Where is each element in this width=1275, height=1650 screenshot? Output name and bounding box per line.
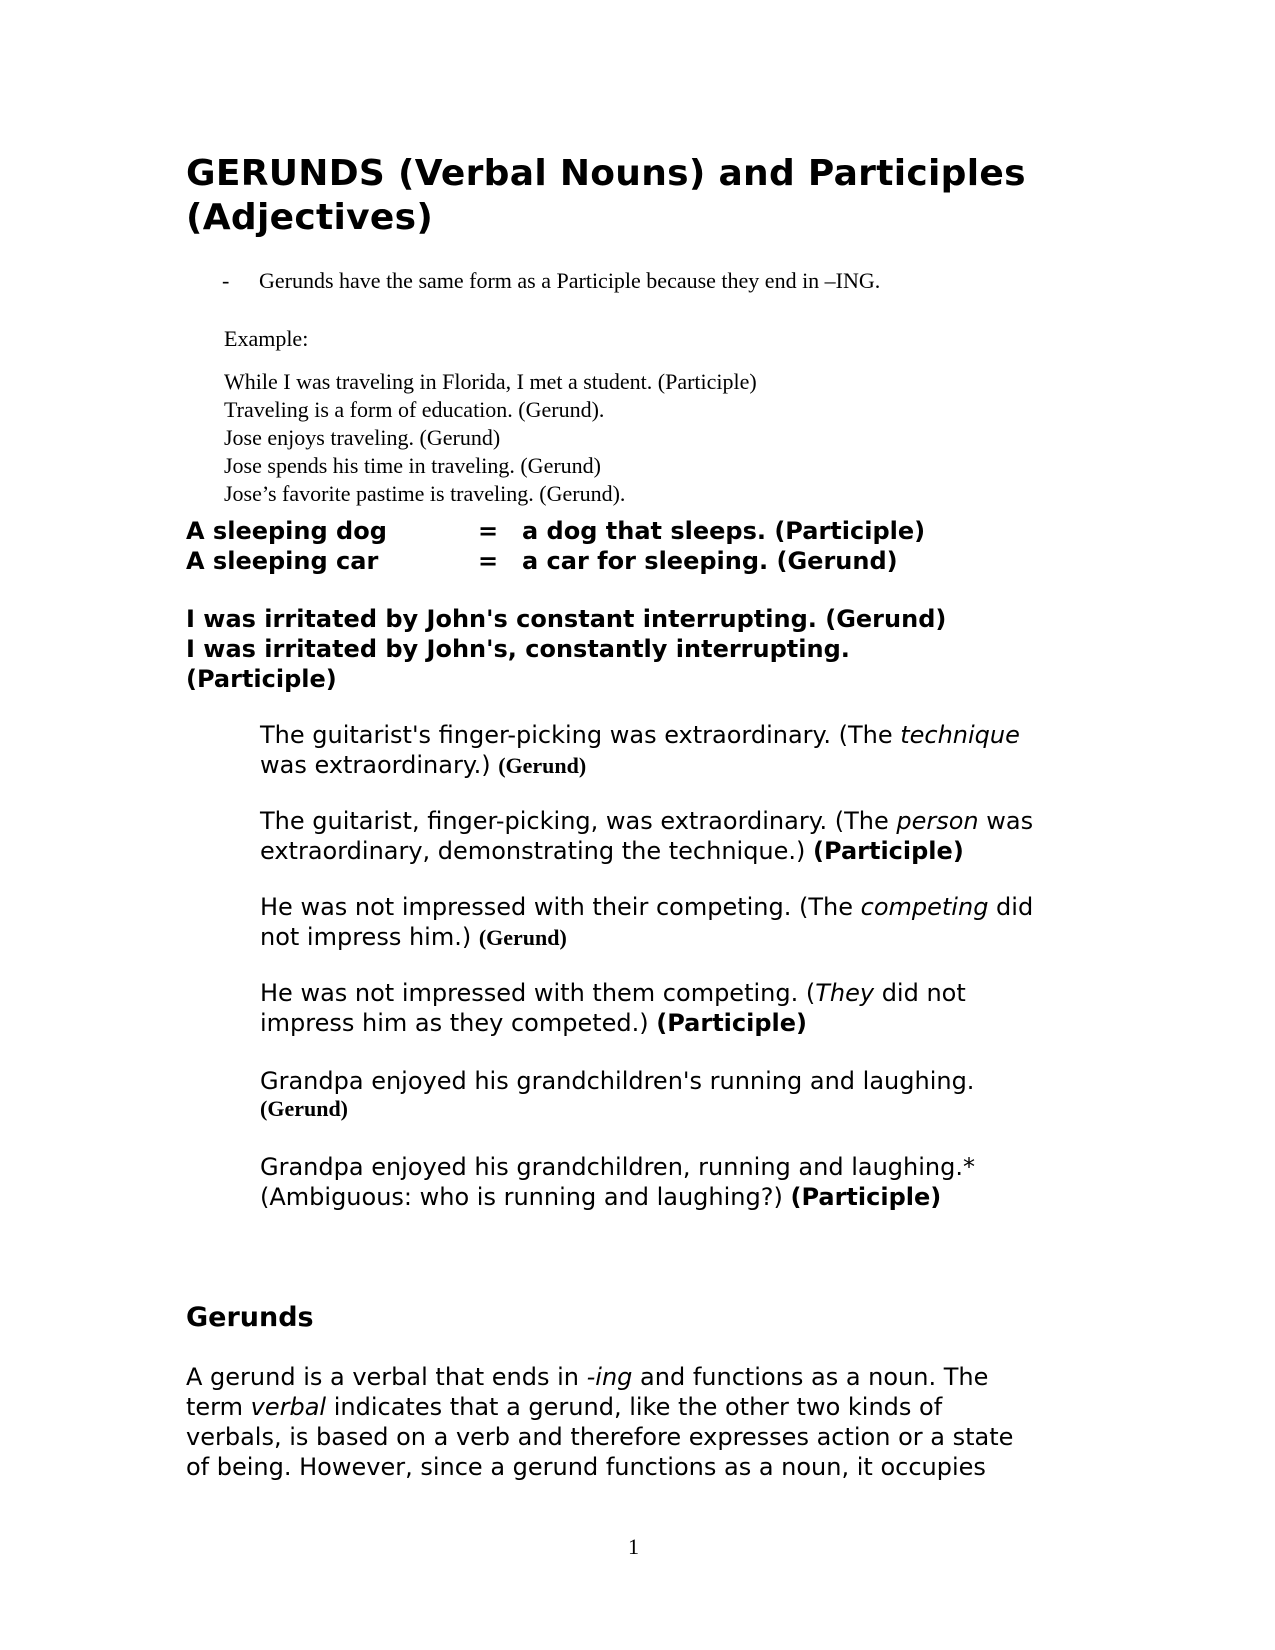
text-run: The guitarist's finger-picking was extraordinary. (The — [260, 721, 901, 749]
irritated-sentence: I was irritated by John's, constantly interrupting. — [186, 635, 850, 663]
classification-tag: (Gerund) — [498, 753, 587, 778]
bullet-dash: - — [222, 268, 230, 293]
text-run: not impress him.) — [260, 923, 479, 951]
pair-equals: = — [478, 547, 499, 575]
pair-meaning: a car for sleeping. (Gerund) — [522, 547, 898, 575]
text-run: He was not impressed with them competing. ( — [260, 979, 816, 1007]
page-title-line-2: (Adjectives) — [186, 197, 434, 238]
bullet-text: Gerunds have the same form as a Participle because they end in –ING. — [259, 268, 881, 293]
body-line — [186, 1392, 942, 1422]
text-run: A gerund is a verbal that ends in — [186, 1363, 587, 1391]
classification-tag: (Participle) — [790, 1183, 942, 1211]
example-paragraph-line — [260, 836, 964, 866]
example-paragraph-line — [260, 750, 586, 781]
text-run: He was not impressed with their competing. (The — [260, 893, 861, 921]
text-run: did not — [874, 979, 966, 1007]
text-run: did — [988, 893, 1034, 921]
classification-tag: (Participle) — [813, 837, 964, 865]
example-paragraph-line — [260, 1182, 941, 1212]
page-number: 1 — [628, 1534, 639, 1559]
emphasis: verbal — [250, 1393, 327, 1421]
example-paragraph-line — [260, 892, 1033, 922]
example-line: Jose enjoys traveling. (Gerund) — [224, 425, 501, 450]
example-line: Jose spends his time in traveling. (Gerund) — [224, 453, 601, 478]
emphasis: person — [896, 807, 979, 835]
example-paragraph-line — [260, 978, 966, 1008]
text-run: The guitarist, finger-picking, was extraordinary. (The — [260, 807, 897, 835]
classification-tag: (Participle) — [656, 1009, 808, 1037]
pair-equals: = — [478, 517, 499, 545]
irritated-sentence: (Participle) — [186, 665, 337, 693]
emphasis: competing — [860, 893, 989, 921]
text-run: was — [978, 807, 1034, 835]
text-run: term — [186, 1393, 251, 1421]
example-paragraph-line: Grandpa enjoyed his grandchildren, running and laughing.* — [260, 1153, 975, 1181]
example-paragraph-line — [260, 806, 1033, 836]
emphasis: They — [815, 979, 875, 1007]
example-paragraph-line — [260, 922, 567, 953]
example-line: While I was traveling in Florida, I met a student. (Participle) — [224, 369, 757, 394]
emphasis: -ing — [586, 1363, 633, 1391]
pair-phrase: A sleeping dog — [186, 517, 387, 545]
text-run: indicates that a gerund, like the other two kinds of — [326, 1393, 943, 1421]
body-line: verbals, is based on a verb and therefore expresses action or a state — [186, 1423, 1014, 1451]
classification-tag: (Gerund) — [478, 925, 567, 950]
text-run: (Ambiguous: who is running and laughing?) — [260, 1183, 791, 1211]
section-heading: Gerunds — [186, 1302, 314, 1333]
irritated-sentence: I was irritated by John's constant interrupting. (Gerund) — [186, 605, 947, 633]
body-line: of being. However, since a gerund functions as a noun, it occupies — [186, 1453, 986, 1481]
text-run: was extraordinary.) — [260, 751, 499, 779]
classification-tag: (Gerund) — [260, 1096, 348, 1121]
text-run: and functions as a noun. The — [632, 1363, 989, 1391]
text-run: impress him as they competed.) — [260, 1009, 657, 1037]
example-paragraph-line: Grandpa enjoyed his grandchildren's running and laughing. — [260, 1067, 975, 1095]
example-line: Traveling is a form of education. (Gerund). — [224, 397, 605, 422]
emphasis: technique — [900, 721, 1020, 749]
text-run: extraordinary, demonstrating the technique.) — [260, 837, 814, 865]
pair-phrase: A sleeping car — [186, 547, 379, 575]
pair-meaning: a dog that sleeps. (Participle) — [522, 517, 926, 545]
page-title-line-1: GERUNDS (Verbal Nouns) and Participles — [186, 153, 1026, 194]
example-paragraph-line — [260, 1008, 807, 1038]
example-line: Jose’s favorite pastime is traveling. (Gerund). — [224, 481, 626, 506]
body-line — [186, 1362, 988, 1392]
example-label: Example: — [224, 326, 309, 351]
example-paragraph-line — [260, 720, 1020, 750]
